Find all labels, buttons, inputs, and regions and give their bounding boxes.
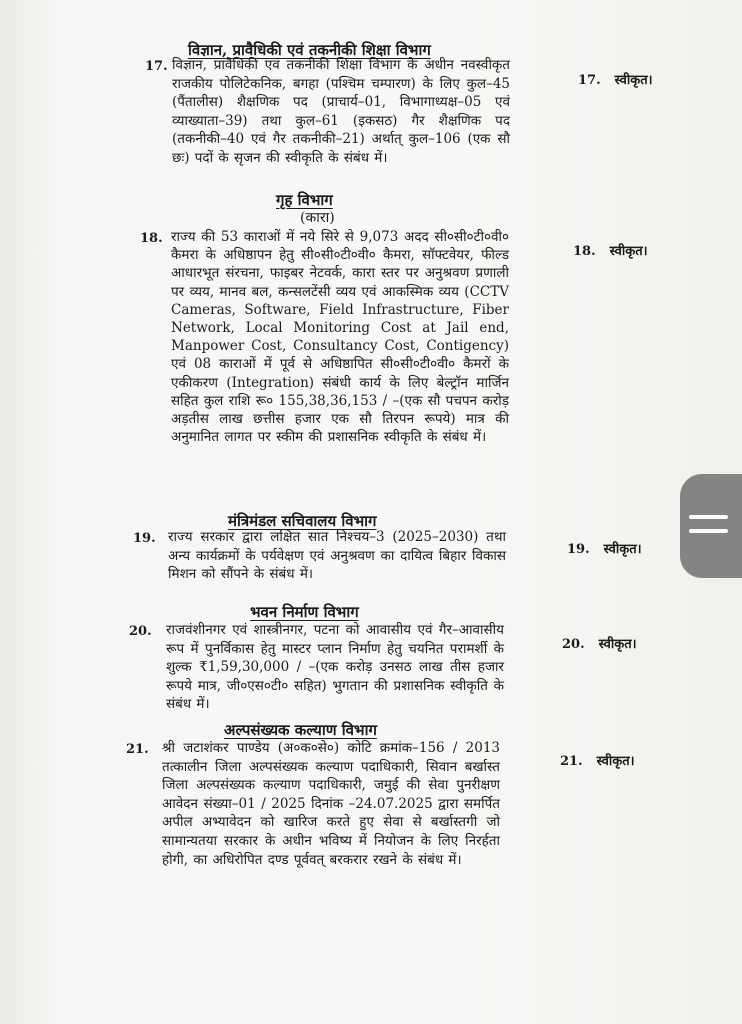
item-text: राज्य की 53 काराओं में नये सिरे से 9,073 अदद सी०सी०टी०वी० कैमरा के अधिष्ठापन हेतु सी०सी०टी०वी० कैमरा, सॉफ्टवेयर, फील्ड आधारभूत संरचना, फाइबर नेटवर्क, कारा स्तर पर अनुश्रवण प्रणाली पर व्यय, मानव बल, कन्सलटेंसी व्यय एवं आकस्मिक व्यय (CCTV Cameras, Software, Field Infrastructure, Fiber Network, Local Monitoring Cost at Jail end, Manpower Cost, Consultancy Cost, Contigency) एवं 08 काराओं में पूर्व से अधिष्ठापित सी०सी०टी०वी० कैमरों के एकीकरण (Integration) संबंधी कार्य के लिए बेल्ट्रॉन मार्जिन सहित कुल राशि रू० 155,38,36,153 / –(एक सौ पचपन करोड़ अड़तीस लाख छत्तीस हजार एक सौ तिरपन रूपये) मात्र की अनुमानित लागत पर स्कीम की प्रशासनिक स्वीकृति के संबंध में। — [171, 229, 509, 446]
status-number: 21. — [560, 754, 583, 769]
section-heading: अल्पसंख्यक कल्याण विभाग — [224, 721, 377, 739]
section-subheading: (कारा) — [300, 210, 335, 226]
section-heading: मंत्रिमंडल सचिवालय विभाग — [228, 512, 377, 530]
status-label: स्वीकृत। — [614, 73, 653, 88]
item-status — [567, 539, 642, 557]
item-number: 18. — [140, 231, 163, 246]
status-number: 19. — [567, 542, 590, 557]
item-status — [562, 634, 637, 652]
item-status — [578, 70, 653, 88]
item-number: 19. — [133, 531, 156, 546]
section-heading: भवन निर्माण विभाग — [250, 603, 359, 621]
section-heading: विज्ञान, प्रावैधिकी एवं तकनीकी शिक्षा विभाग — [188, 41, 431, 59]
status-label: स्वीकृत। — [609, 244, 648, 259]
item-number: 21. — [126, 742, 149, 757]
item-status — [573, 241, 648, 259]
grip-line-icon — [689, 529, 728, 533]
item-text: राज्य सरकार द्वारा लक्षित सात निश्चय–3 (2025–2030) तथा अन्य कार्यक्रमों के पर्यवेक्षण एवं अनुश्रवण का दायित्व बिहार विकास मिशन को सौंपने के संबंध में। — [168, 529, 506, 583]
scroll-handle[interactable] — [680, 474, 742, 578]
item-number: 20. — [129, 624, 152, 639]
section-heading: गृह विभाग — [276, 191, 333, 209]
status-number: 18. — [573, 244, 596, 259]
status-label: स्वीकृत। — [603, 542, 642, 557]
item-text: श्री जटाशंकर पाण्डेय (अ०क०से०) कोटि क्रमांक–156 / 2013 तत्कालीन जिला अल्पसंख्यक कल्याण पदाधिकारी, सिवान बर्खास्त जिला अल्पसंख्यक कल्याण पदाधिकारी, जमुई की सेवा पुनरीक्षण आवेदन संख्या–01 / 2025 दिनांक –24.07.2025 द्वारा समर्पित अपील अभ्यावेदन को खारिज करते हुए सेवा से बर्खास्तगी जो सामान्यतया सरकार के अधीन भविष्य में नियोजन के लिए निरर्हता होगी, का अधिरोपित दण्ड पूर्ववत् बरकरार रखने के संबंध में। — [162, 740, 500, 868]
item-status — [560, 751, 635, 769]
status-label: स्वीकृत। — [598, 637, 637, 652]
status-label: स्वीकृत। — [596, 754, 635, 769]
status-number: 20. — [562, 637, 585, 652]
item-number: 17. — [145, 59, 168, 74]
grip-line-icon — [689, 515, 728, 519]
status-number: 17. — [578, 73, 601, 88]
item-text: राजवंशीनगर एवं शास्त्रीनगर, पटना को आवासीय एवं गैर–आवासीय रूप में पुनर्विकास हेतु मास्टर प्लान निर्माण हेतु चयनित परामर्शी के शुल्क ₹1,59,30,000 / –(एक करोड़ उनसठ लाख तीस हजार रूपये मात्र, जी०एस०टी० सहित) भुगतान की प्रशासनिक स्वीकृति के संबंध में। — [166, 622, 504, 713]
item-text: विज्ञान, प्रावैधिकी एवं तकनीकी शिक्षा विभाग के अधीन नवस्वीकृत राजकीय पोलिटेकनिक, बगहा (पश्चिम चम्पारण) के लिए कुल–45 (पैंतालीस) शैक्षणिक पद (प्राचार्य–01, विभागाध्यक्ष–05 एवं व्याख्याता–39) तथा कुल–61 (इकसठ) गैर शैक्षणिक पद (तकनीकी–40 एवं गैर तकनीकी–21) अर्थात् कुल–106 (एक सौ छः) पदों के सृजन की स्वीकृति के संबंध में। — [172, 57, 510, 166]
